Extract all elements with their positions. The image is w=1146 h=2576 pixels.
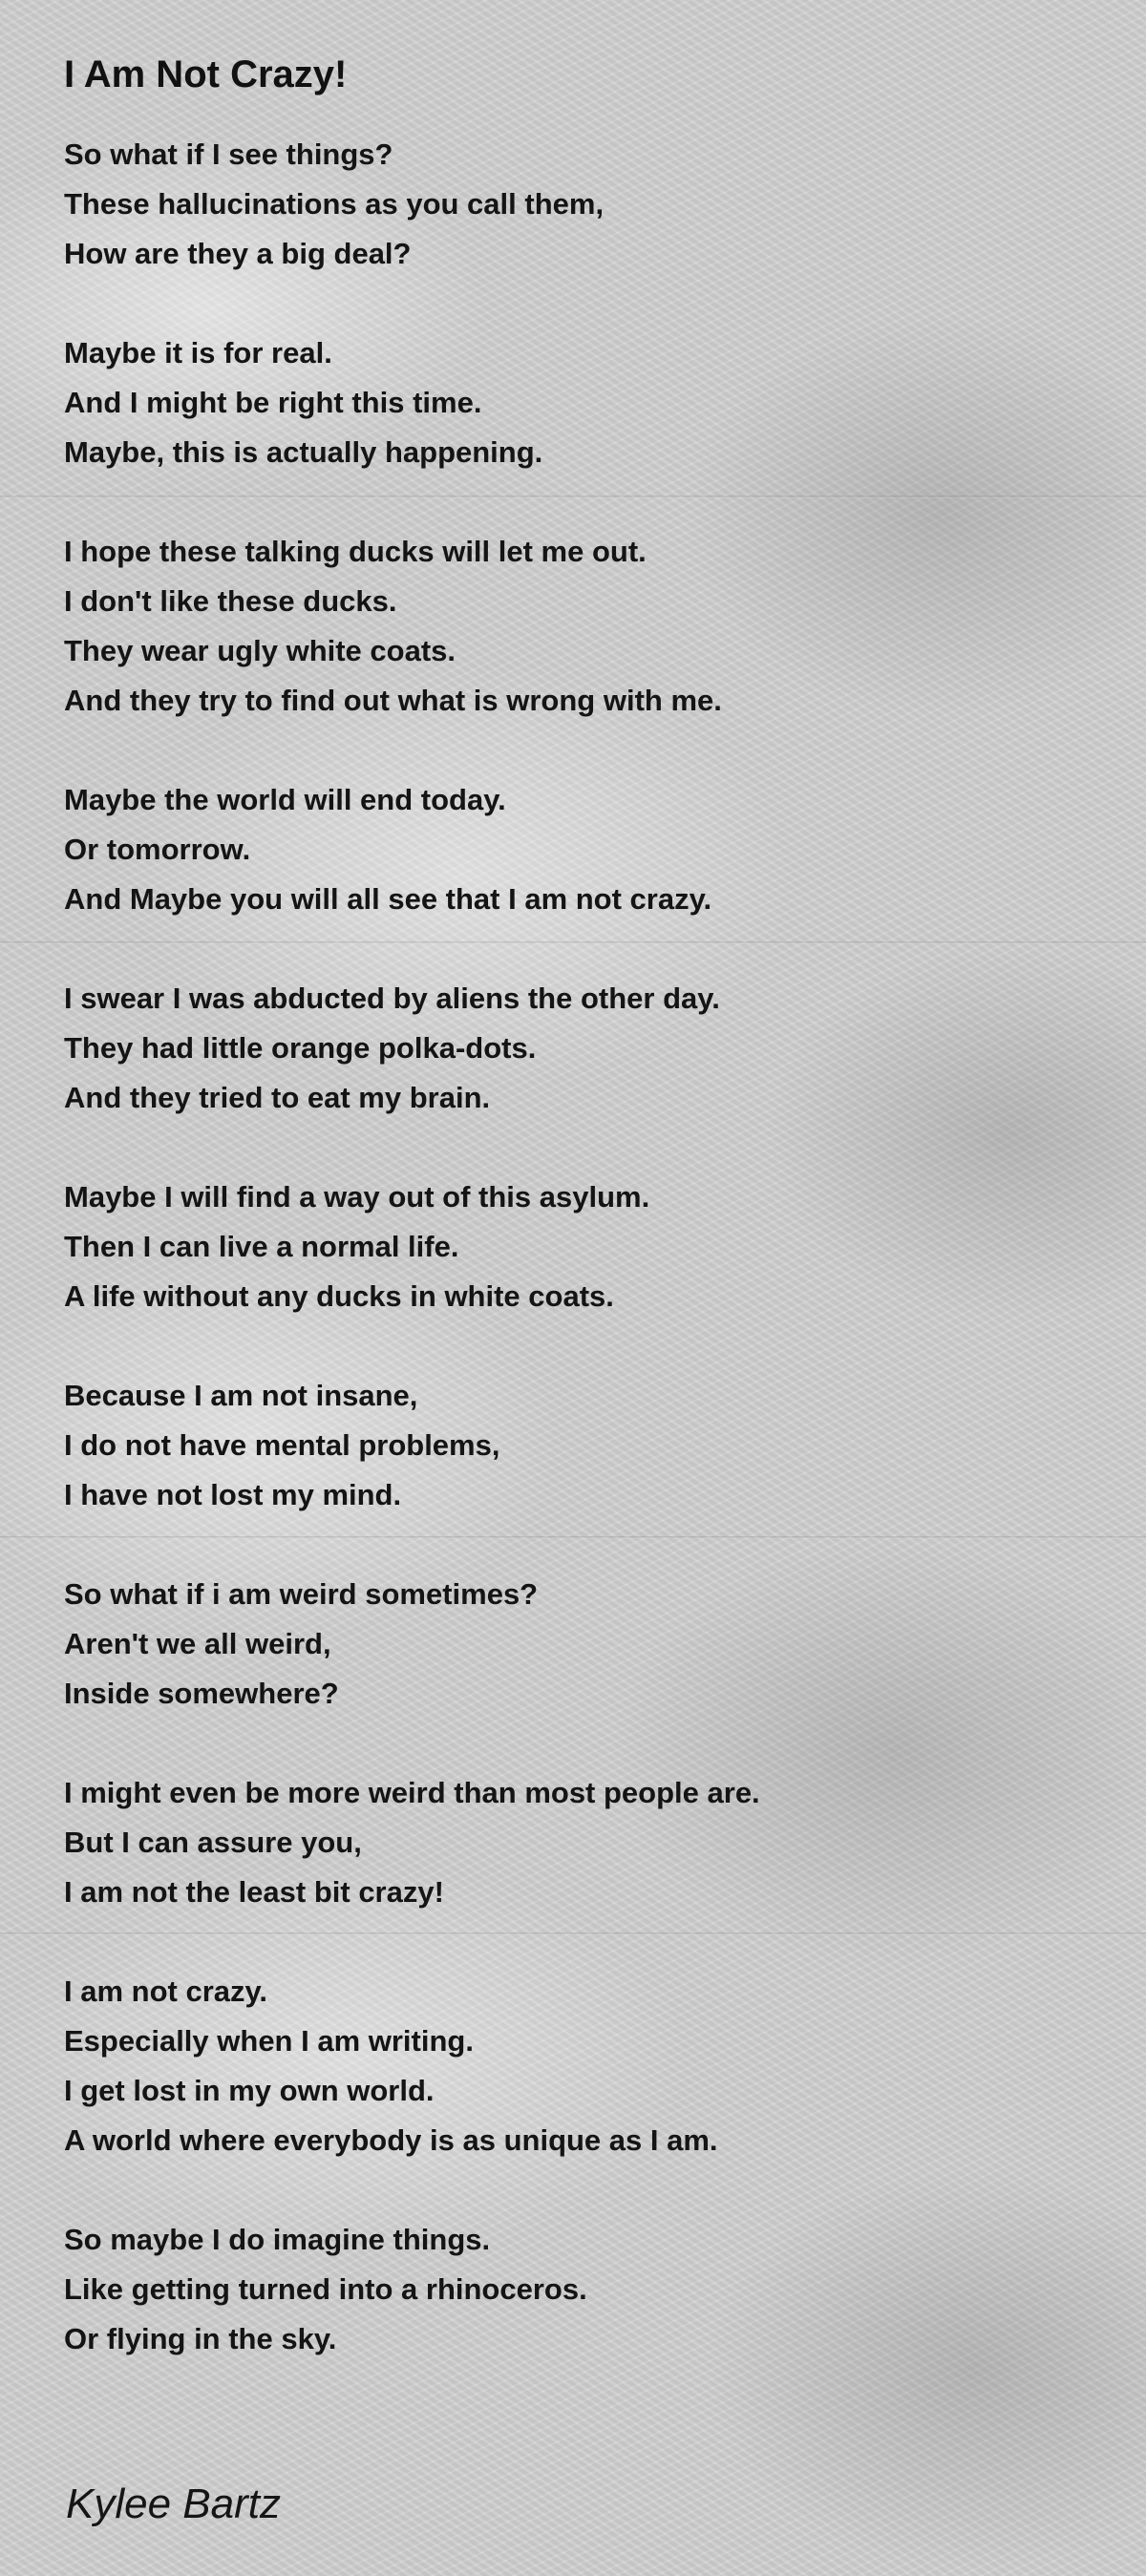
stanza	[64, 775, 1095, 924]
poem-line: And Maybe you will all see that I am not crazy.	[64, 882, 712, 916]
poem-line: These hallucinations as you call them,	[64, 187, 605, 221]
stanza	[64, 527, 1095, 726]
poem-line: I hope these talking ducks will let me out.	[64, 535, 647, 568]
stanza	[64, 1768, 1095, 1917]
stanza	[64, 1172, 1095, 1321]
poem-line: A life without any ducks in white coats.	[64, 1279, 614, 1313]
poem-line: Or flying in the sky.	[64, 2322, 337, 2355]
poem-line: Maybe, this is actually happening.	[64, 435, 543, 469]
poem-line: I might even be more weird than most people are.	[64, 1776, 760, 1809]
poem-line: Like getting turned into a rhinoceros.	[64, 2272, 587, 2306]
poem-line: I am not crazy.	[64, 1974, 268, 2008]
stanza	[64, 1570, 1095, 1719]
poem-line: I get lost in my own world.	[64, 2074, 435, 2107]
poem-line: Especially when I am writing.	[64, 2024, 474, 2058]
poem-line: A world where everybody is as unique as I am.	[64, 2123, 718, 2157]
poem-line: Inside somewhere?	[64, 1677, 339, 1710]
poem-line: I am not the least bit crazy!	[64, 1875, 444, 1909]
stanza	[64, 974, 1095, 1123]
poem-line: Then I can live a normal life.	[64, 1230, 459, 1263]
poem-body	[64, 130, 1095, 2364]
poem-line: Maybe I will find a way out of this asylum.	[64, 1180, 650, 1214]
stanza	[64, 2215, 1095, 2364]
stanza	[64, 1967, 1095, 2165]
stanza	[64, 328, 1095, 477]
poem-line: So what if i am weird sometimes?	[64, 1577, 539, 1611]
poem-line: So maybe I do imagine things.	[64, 2223, 491, 2256]
poem-line: Or tomorrow.	[64, 833, 251, 866]
poem-line: They wear ugly white coats.	[64, 634, 456, 667]
poem	[64, 48, 1095, 2414]
stanza	[64, 130, 1095, 279]
poem-line: And they try to find out what is wrong with me.	[64, 684, 722, 717]
poem-line: I do not have mental problems,	[64, 1428, 500, 1462]
author-name: Kylee Bartz	[66, 2481, 281, 2527]
stanza	[64, 1371, 1095, 1520]
poem-line: How are they a big deal?	[64, 237, 412, 270]
poem-line: I don't like these ducks.	[64, 584, 397, 618]
poem-line: So what if I see things?	[64, 137, 393, 171]
poem-line: Because I am not insane,	[64, 1379, 418, 1412]
poem-title: I Am Not Crazy!	[64, 53, 348, 95]
poem-line: I have not lost my mind.	[64, 1478, 402, 1511]
poem-line: Maybe it is for real.	[64, 336, 332, 370]
poem-line: I swear I was abducted by aliens the other day.	[64, 982, 720, 1015]
poem-line: Maybe the world will end today.	[64, 783, 506, 816]
poem-line: And they tried to eat my brain.	[64, 1081, 491, 1114]
poem-line: And I might be right this time.	[64, 386, 482, 419]
poem-line: They had little orange polka-dots.	[64, 1031, 537, 1065]
poem-line: Aren't we all weird,	[64, 1627, 331, 1660]
poem-line: But I can assure you,	[64, 1826, 362, 1859]
